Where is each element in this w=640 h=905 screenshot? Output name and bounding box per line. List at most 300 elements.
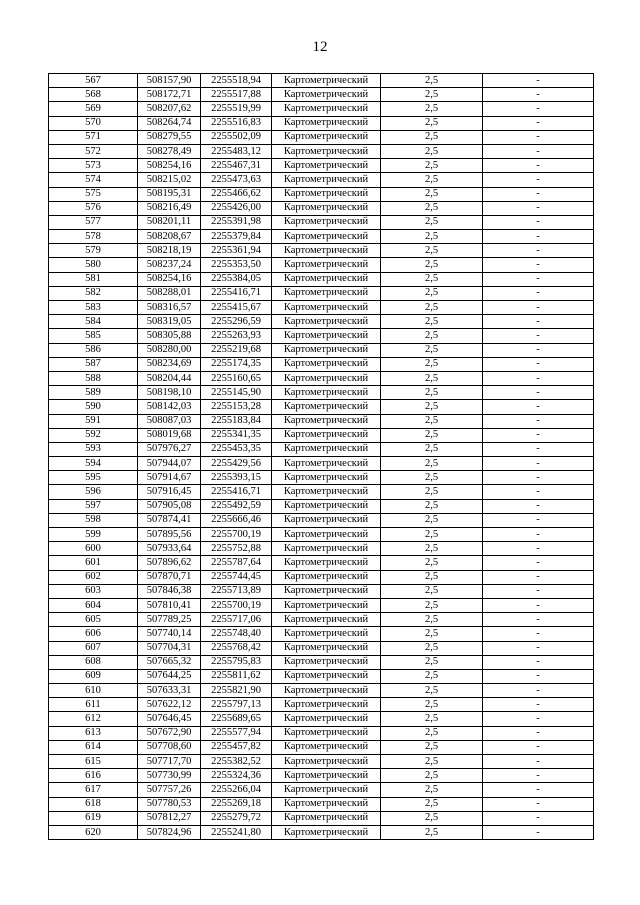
- note-cell: -: [483, 144, 594, 158]
- note-cell: -: [483, 457, 594, 471]
- method-cell: Картометрический: [272, 357, 381, 371]
- point-number-cell: 620: [49, 825, 138, 839]
- x-coordinate-cell: 507896,62: [138, 556, 201, 570]
- table-row: [49, 811, 594, 825]
- method-cell: Картометрический: [272, 329, 381, 343]
- y-coordinate-cell: 2255713,89: [201, 584, 272, 598]
- note-cell: -: [483, 584, 594, 598]
- y-coordinate-cell: 2255341,35: [201, 428, 272, 442]
- x-coordinate-cell: 507730,99: [138, 769, 201, 783]
- accuracy-cell: 2,5: [381, 684, 483, 698]
- y-coordinate-cell: 2255748,40: [201, 627, 272, 641]
- point-number-cell: 601: [49, 556, 138, 570]
- y-coordinate-cell: 2255145,90: [201, 386, 272, 400]
- note-cell: -: [483, 570, 594, 584]
- page-number: 12: [312, 39, 328, 55]
- method-cell: Картометрический: [272, 712, 381, 726]
- y-coordinate-cell: 2255795,83: [201, 655, 272, 669]
- point-number-cell: 591: [49, 414, 138, 428]
- note-cell: -: [483, 811, 594, 825]
- y-coordinate-cell: 2255700,19: [201, 528, 272, 542]
- method-cell: Картометрический: [272, 201, 381, 215]
- point-number-cell: 596: [49, 485, 138, 499]
- y-coordinate-cell: 2255183,84: [201, 414, 272, 428]
- note-cell: -: [483, 130, 594, 144]
- accuracy-cell: 2,5: [381, 386, 483, 400]
- y-coordinate-cell: 2255797,13: [201, 698, 272, 712]
- x-coordinate-cell: 508237,24: [138, 258, 201, 272]
- accuracy-cell: 2,5: [381, 74, 483, 88]
- method-cell: Картометрический: [272, 598, 381, 612]
- point-number-cell: 604: [49, 598, 138, 612]
- y-coordinate-cell: 2255483,12: [201, 144, 272, 158]
- table-row: [49, 613, 594, 627]
- y-coordinate-cell: 2255466,62: [201, 187, 272, 201]
- table-row: [49, 740, 594, 754]
- note-cell: -: [483, 528, 594, 542]
- point-number-cell: 570: [49, 116, 138, 130]
- accuracy-cell: 2,5: [381, 755, 483, 769]
- table-row: [49, 698, 594, 712]
- x-coordinate-cell: 507933,64: [138, 542, 201, 556]
- method-cell: Картометрический: [272, 726, 381, 740]
- note-cell: -: [483, 88, 594, 102]
- table-row: [49, 272, 594, 286]
- note-cell: -: [483, 669, 594, 683]
- table-row: [49, 244, 594, 258]
- accuracy-cell: 2,5: [381, 414, 483, 428]
- y-coordinate-cell: 2255519,99: [201, 102, 272, 116]
- method-cell: Картометрический: [272, 811, 381, 825]
- table-row: [49, 712, 594, 726]
- method-cell: Картометрический: [272, 400, 381, 414]
- x-coordinate-cell: 507704,31: [138, 641, 201, 655]
- accuracy-cell: 2,5: [381, 825, 483, 839]
- point-number-cell: 581: [49, 272, 138, 286]
- x-coordinate-cell: 508208,67: [138, 230, 201, 244]
- y-coordinate-cell: 2255426,00: [201, 201, 272, 215]
- accuracy-cell: 2,5: [381, 201, 483, 215]
- x-coordinate-cell: 508288,01: [138, 286, 201, 300]
- point-number-cell: 619: [49, 811, 138, 825]
- method-cell: Картометрический: [272, 499, 381, 513]
- y-coordinate-cell: 2255266,04: [201, 783, 272, 797]
- x-coordinate-cell: 507757,26: [138, 783, 201, 797]
- accuracy-cell: 2,5: [381, 215, 483, 229]
- table-row: [49, 315, 594, 329]
- x-coordinate-cell: 508254,16: [138, 159, 201, 173]
- table-row: [49, 258, 594, 272]
- method-cell: Картометрический: [272, 74, 381, 88]
- x-coordinate-cell: 508305,88: [138, 329, 201, 343]
- method-cell: Картометрический: [272, 627, 381, 641]
- y-coordinate-cell: 2255787,64: [201, 556, 272, 570]
- accuracy-cell: 2,5: [381, 783, 483, 797]
- point-number-cell: 573: [49, 159, 138, 173]
- accuracy-cell: 2,5: [381, 570, 483, 584]
- note-cell: -: [483, 215, 594, 229]
- x-coordinate-cell: 507874,41: [138, 513, 201, 527]
- x-coordinate-cell: 507740,14: [138, 627, 201, 641]
- x-coordinate-cell: 507810,41: [138, 598, 201, 612]
- point-number-cell: 569: [49, 102, 138, 116]
- table-row: [49, 513, 594, 527]
- point-number-cell: 590: [49, 400, 138, 414]
- y-coordinate-cell: 2255269,18: [201, 797, 272, 811]
- note-cell: -: [483, 755, 594, 769]
- x-coordinate-cell: 507944,07: [138, 457, 201, 471]
- accuracy-cell: 2,5: [381, 613, 483, 627]
- point-number-cell: 572: [49, 144, 138, 158]
- x-coordinate-cell: 507789,25: [138, 613, 201, 627]
- table-row: [49, 442, 594, 456]
- table-row: [49, 769, 594, 783]
- y-coordinate-cell: 2255393,15: [201, 471, 272, 485]
- note-cell: -: [483, 825, 594, 839]
- accuracy-cell: 2,5: [381, 457, 483, 471]
- note-cell: -: [483, 428, 594, 442]
- method-cell: Картометрический: [272, 825, 381, 839]
- accuracy-cell: 2,5: [381, 329, 483, 343]
- method-cell: Картометрический: [272, 457, 381, 471]
- accuracy-cell: 2,5: [381, 343, 483, 357]
- x-coordinate-cell: 508234,69: [138, 357, 201, 371]
- point-number-cell: 578: [49, 230, 138, 244]
- y-coordinate-cell: 2255429,56: [201, 457, 272, 471]
- point-number-cell: 587: [49, 357, 138, 371]
- note-cell: -: [483, 783, 594, 797]
- method-cell: Картометрический: [272, 244, 381, 258]
- table-row: [49, 457, 594, 471]
- accuracy-cell: 2,5: [381, 513, 483, 527]
- y-coordinate-cell: 2255241,80: [201, 825, 272, 839]
- point-number-cell: 600: [49, 542, 138, 556]
- accuracy-cell: 2,5: [381, 627, 483, 641]
- method-cell: Картометрический: [272, 144, 381, 158]
- note-cell: -: [483, 485, 594, 499]
- x-coordinate-cell: 508319,05: [138, 315, 201, 329]
- note-cell: -: [483, 613, 594, 627]
- note-cell: -: [483, 286, 594, 300]
- table-row: [49, 400, 594, 414]
- accuracy-cell: 2,5: [381, 726, 483, 740]
- note-cell: -: [483, 187, 594, 201]
- point-number-cell: 577: [49, 215, 138, 229]
- accuracy-cell: 2,5: [381, 471, 483, 485]
- table-row: [49, 414, 594, 428]
- y-coordinate-cell: 2255502,09: [201, 130, 272, 144]
- x-coordinate-cell: 507812,27: [138, 811, 201, 825]
- y-coordinate-cell: 2255577,94: [201, 726, 272, 740]
- method-cell: Картометрический: [272, 698, 381, 712]
- table-body: [49, 74, 594, 840]
- note-cell: -: [483, 159, 594, 173]
- method-cell: Картометрический: [272, 669, 381, 683]
- table-row: [49, 88, 594, 102]
- accuracy-cell: 2,5: [381, 230, 483, 244]
- accuracy-cell: 2,5: [381, 130, 483, 144]
- y-coordinate-cell: 2255384,05: [201, 272, 272, 286]
- note-cell: -: [483, 556, 594, 570]
- note-cell: -: [483, 740, 594, 754]
- method-cell: Картометрический: [272, 740, 381, 754]
- note-cell: -: [483, 698, 594, 712]
- x-coordinate-cell: 508280,00: [138, 343, 201, 357]
- method-cell: Картометрический: [272, 783, 381, 797]
- x-coordinate-cell: 507870,71: [138, 570, 201, 584]
- x-coordinate-cell: 508316,57: [138, 301, 201, 315]
- x-coordinate-cell: 507846,38: [138, 584, 201, 598]
- point-number-cell: 617: [49, 783, 138, 797]
- table-row: [49, 825, 594, 839]
- point-number-cell: 615: [49, 755, 138, 769]
- y-coordinate-cell: 2255689,65: [201, 712, 272, 726]
- y-coordinate-cell: 2255518,94: [201, 74, 272, 88]
- table-row: [49, 230, 594, 244]
- method-cell: Картометрический: [272, 301, 381, 315]
- note-cell: -: [483, 102, 594, 116]
- table-row: [49, 528, 594, 542]
- accuracy-cell: 2,5: [381, 258, 483, 272]
- y-coordinate-cell: 2255353,50: [201, 258, 272, 272]
- note-cell: -: [483, 712, 594, 726]
- table-row: [49, 542, 594, 556]
- note-cell: -: [483, 684, 594, 698]
- y-coordinate-cell: 2255821,90: [201, 684, 272, 698]
- point-number-cell: 610: [49, 684, 138, 698]
- accuracy-cell: 2,5: [381, 88, 483, 102]
- y-coordinate-cell: 2255379,84: [201, 230, 272, 244]
- accuracy-cell: 2,5: [381, 272, 483, 286]
- table-row: [49, 386, 594, 400]
- table-row: [49, 499, 594, 513]
- table-row: [49, 371, 594, 385]
- note-cell: -: [483, 726, 594, 740]
- accuracy-cell: 2,5: [381, 698, 483, 712]
- x-coordinate-cell: 507905,08: [138, 499, 201, 513]
- point-number-cell: 598: [49, 513, 138, 527]
- point-number-cell: 576: [49, 201, 138, 215]
- x-coordinate-cell: 508216,49: [138, 201, 201, 215]
- y-coordinate-cell: 2255467,31: [201, 159, 272, 173]
- note-cell: -: [483, 627, 594, 641]
- accuracy-cell: 2,5: [381, 584, 483, 598]
- point-number-cell: 614: [49, 740, 138, 754]
- x-coordinate-cell: 507895,56: [138, 528, 201, 542]
- x-coordinate-cell: 508195,31: [138, 187, 201, 201]
- note-cell: -: [483, 797, 594, 811]
- point-number-cell: 618: [49, 797, 138, 811]
- point-number-cell: 586: [49, 343, 138, 357]
- point-number-cell: 589: [49, 386, 138, 400]
- note-cell: -: [483, 173, 594, 187]
- x-coordinate-cell: 508198,10: [138, 386, 201, 400]
- point-number-cell: 583: [49, 301, 138, 315]
- table-row: [49, 783, 594, 797]
- point-number-cell: 611: [49, 698, 138, 712]
- y-coordinate-cell: 2255457,82: [201, 740, 272, 754]
- table-row: [49, 130, 594, 144]
- note-cell: -: [483, 513, 594, 527]
- method-cell: Картометрический: [272, 542, 381, 556]
- point-number-cell: 582: [49, 286, 138, 300]
- point-number-cell: 571: [49, 130, 138, 144]
- y-coordinate-cell: 2255219,68: [201, 343, 272, 357]
- point-number-cell: 594: [49, 457, 138, 471]
- point-number-cell: 613: [49, 726, 138, 740]
- accuracy-cell: 2,5: [381, 641, 483, 655]
- accuracy-cell: 2,5: [381, 528, 483, 542]
- method-cell: Картометрический: [272, 315, 381, 329]
- point-number-cell: 603: [49, 584, 138, 598]
- y-coordinate-cell: 2255361,94: [201, 244, 272, 258]
- point-number-cell: 567: [49, 74, 138, 88]
- note-cell: -: [483, 769, 594, 783]
- table-row: [49, 641, 594, 655]
- table-row: [49, 301, 594, 315]
- note-cell: -: [483, 357, 594, 371]
- x-coordinate-cell: 507644,25: [138, 669, 201, 683]
- note-cell: -: [483, 74, 594, 88]
- table-row: [49, 74, 594, 88]
- x-coordinate-cell: 508019,68: [138, 428, 201, 442]
- accuracy-cell: 2,5: [381, 556, 483, 570]
- accuracy-cell: 2,5: [381, 173, 483, 187]
- note-cell: -: [483, 499, 594, 513]
- table-row: [49, 755, 594, 769]
- x-coordinate-cell: 507976,27: [138, 442, 201, 456]
- accuracy-cell: 2,5: [381, 187, 483, 201]
- x-coordinate-cell: 508215,02: [138, 173, 201, 187]
- table-row: [49, 329, 594, 343]
- x-coordinate-cell: 507672,90: [138, 726, 201, 740]
- method-cell: Картометрический: [272, 613, 381, 627]
- note-cell: -: [483, 116, 594, 130]
- method-cell: Картометрический: [272, 414, 381, 428]
- y-coordinate-cell: 2255382,52: [201, 755, 272, 769]
- x-coordinate-cell: 508157,90: [138, 74, 201, 88]
- point-number-cell: 605: [49, 613, 138, 627]
- method-cell: Картометрический: [272, 102, 381, 116]
- table-row: [49, 556, 594, 570]
- note-cell: -: [483, 542, 594, 556]
- point-number-cell: 584: [49, 315, 138, 329]
- x-coordinate-cell: 508204,44: [138, 371, 201, 385]
- method-cell: Картометрический: [272, 258, 381, 272]
- x-coordinate-cell: 507824,96: [138, 825, 201, 839]
- table-row: [49, 669, 594, 683]
- accuracy-cell: 2,5: [381, 499, 483, 513]
- y-coordinate-cell: 2255416,71: [201, 485, 272, 499]
- method-cell: Картометрический: [272, 528, 381, 542]
- point-number-cell: 595: [49, 471, 138, 485]
- x-coordinate-cell: 508142,03: [138, 400, 201, 414]
- note-cell: -: [483, 329, 594, 343]
- accuracy-cell: 2,5: [381, 144, 483, 158]
- x-coordinate-cell: 508278,49: [138, 144, 201, 158]
- method-cell: Картометрический: [272, 655, 381, 669]
- note-cell: -: [483, 258, 594, 272]
- table-row: [49, 187, 594, 201]
- note-cell: -: [483, 371, 594, 385]
- note-cell: -: [483, 230, 594, 244]
- point-number-cell: 588: [49, 371, 138, 385]
- accuracy-cell: 2,5: [381, 442, 483, 456]
- table-row: [49, 684, 594, 698]
- note-cell: -: [483, 301, 594, 315]
- point-number-cell: 592: [49, 428, 138, 442]
- table-row: [49, 144, 594, 158]
- accuracy-cell: 2,5: [381, 315, 483, 329]
- point-number-cell: 609: [49, 669, 138, 683]
- accuracy-cell: 2,5: [381, 542, 483, 556]
- accuracy-cell: 2,5: [381, 598, 483, 612]
- table-row: [49, 598, 594, 612]
- point-number-cell: 579: [49, 244, 138, 258]
- table-row: [49, 159, 594, 173]
- y-coordinate-cell: 2255263,93: [201, 329, 272, 343]
- accuracy-cell: 2,5: [381, 301, 483, 315]
- note-cell: -: [483, 343, 594, 357]
- x-coordinate-cell: 508254,16: [138, 272, 201, 286]
- accuracy-cell: 2,5: [381, 116, 483, 130]
- accuracy-cell: 2,5: [381, 286, 483, 300]
- accuracy-cell: 2,5: [381, 428, 483, 442]
- point-number-cell: 580: [49, 258, 138, 272]
- method-cell: Картометрический: [272, 386, 381, 400]
- y-coordinate-cell: 2255517,88: [201, 88, 272, 102]
- table-row: [49, 215, 594, 229]
- point-number-cell: 607: [49, 641, 138, 655]
- y-coordinate-cell: 2255473,63: [201, 173, 272, 187]
- y-coordinate-cell: 2255744,45: [201, 570, 272, 584]
- method-cell: Картометрический: [272, 556, 381, 570]
- table-row: [49, 485, 594, 499]
- table-row: [49, 201, 594, 215]
- note-cell: -: [483, 414, 594, 428]
- x-coordinate-cell: 508218,19: [138, 244, 201, 258]
- y-coordinate-cell: 2255492,59: [201, 499, 272, 513]
- point-number-cell: 616: [49, 769, 138, 783]
- accuracy-cell: 2,5: [381, 769, 483, 783]
- y-coordinate-cell: 2255174,35: [201, 357, 272, 371]
- x-coordinate-cell: 507914,67: [138, 471, 201, 485]
- x-coordinate-cell: 507717,70: [138, 755, 201, 769]
- method-cell: Картометрический: [272, 159, 381, 173]
- point-number-cell: 585: [49, 329, 138, 343]
- note-cell: -: [483, 315, 594, 329]
- accuracy-cell: 2,5: [381, 712, 483, 726]
- note-cell: -: [483, 201, 594, 215]
- accuracy-cell: 2,5: [381, 400, 483, 414]
- accuracy-cell: 2,5: [381, 102, 483, 116]
- x-coordinate-cell: 507665,32: [138, 655, 201, 669]
- y-coordinate-cell: 2255153,28: [201, 400, 272, 414]
- method-cell: Картометрический: [272, 187, 381, 201]
- method-cell: Картометрический: [272, 755, 381, 769]
- note-cell: -: [483, 598, 594, 612]
- table-row: [49, 797, 594, 811]
- y-coordinate-cell: 2255391,98: [201, 215, 272, 229]
- y-coordinate-cell: 2255516,83: [201, 116, 272, 130]
- method-cell: Картометрический: [272, 230, 381, 244]
- note-cell: -: [483, 272, 594, 286]
- table-row: [49, 726, 594, 740]
- method-cell: Картометрический: [272, 343, 381, 357]
- table-row: [49, 173, 594, 187]
- point-number-cell: 608: [49, 655, 138, 669]
- y-coordinate-cell: 2255752,88: [201, 542, 272, 556]
